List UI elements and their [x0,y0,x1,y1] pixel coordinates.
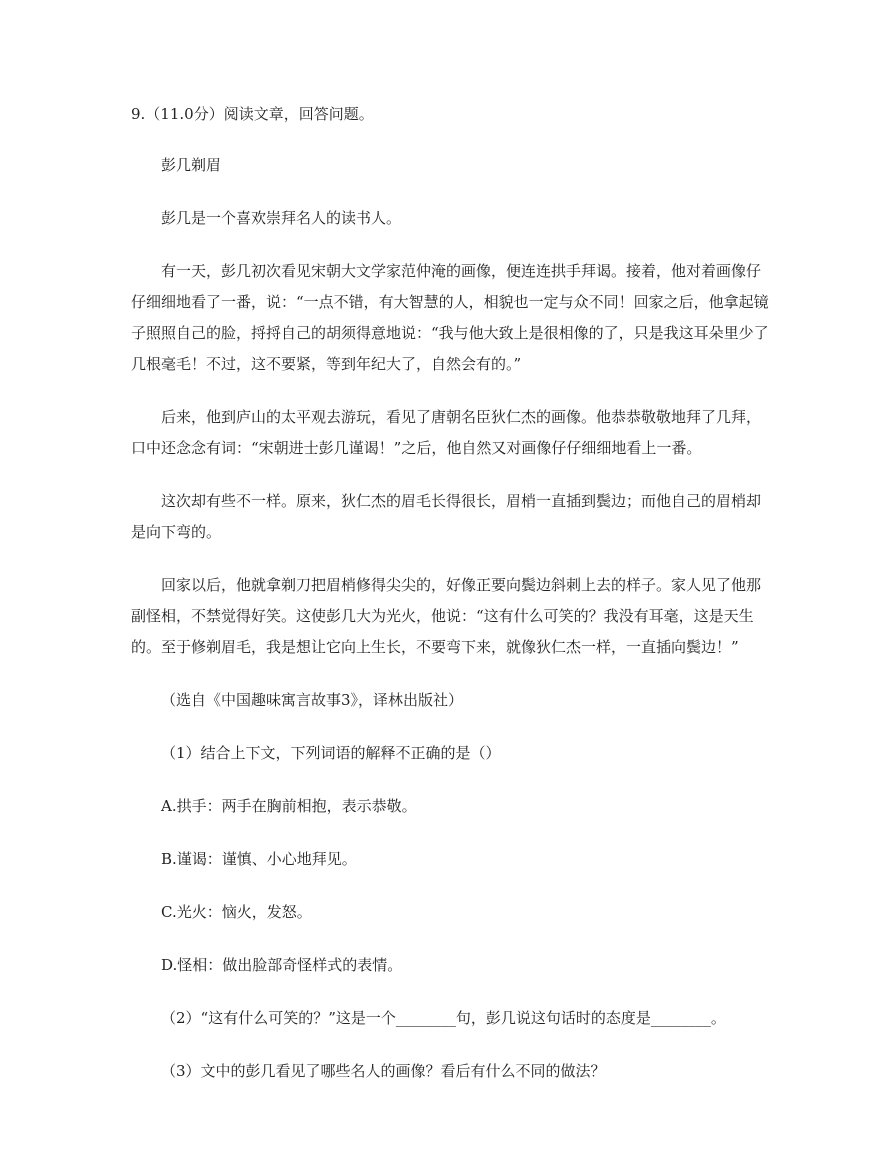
article-title: 彭几剃眉 [161,156,222,174]
article-paragraph: 这次却有些不一样。原来，狄仁杰的眉毛长得很长，眉梢一直插到鬓边；而他自己的眉梢却是向下弯的。 [131,492,762,541]
option-b: B.谨谒：谨慎、小心地拜见。 [161,850,357,868]
question-header: 9.（11.0分）阅读文章，回答问题。 [131,105,374,123]
article-paragraph: 后来，他到庐山的太平观去游玩，看见了唐朝名臣狄仁杰的画像。他恭恭敬敬地拜了几拜，口中还念念有词：“宋朝进士彭几谨谒！”之后，他自然又对画像仔仔细细地看上一番。 [131,408,762,457]
article-paragraph: 彭几是一个喜欢崇拜名人的读书人。 [161,209,402,227]
option-a: A.拱手：两手在胸前相抱，表示恭敬。 [161,797,417,815]
article-paragraph: 有一天，彭几初次看见宋朝大文学家范仲淹的画像，便连连拱手拜谒。接着，他对着画像仔仔细细地看了一番，说：“一点不错，有大智慧的人，相貌也一定与众不同！回家之后，他拿起镜子照照自己的脸，捋捋自己的胡须得意地说：“我与他大致上是很相像的了，只是我这耳朵里少了几根毫毛！不过，这不要紧，等到年纪大了，自然会有的。” [131,262,769,373]
sub-question-3: （3）文中的彭几看见了哪些名人的画像？看后有什么不同的做法？ [161,1062,606,1080]
article-source: （选自《中国趣味寓言故事3》，译林出版社） [161,691,464,709]
sub-question-1: （1）结合上下文，下列词语的解释不正确的是（） [161,744,501,762]
question-block [131,99,771,1087]
option-c: C.光火：恼火，发怒。 [161,903,312,921]
sub-question-2: （2）“这有什么可笑的？”这是一个________句，彭几说这句话时的态度是________。 [161,1009,726,1027]
option-d: D.怪相：做出脸部奇怪样式的表情。 [161,956,403,974]
article-paragraph: 回家以后，他就拿剃刀把眉梢修得尖尖的，好像正要向鬓边斜刺上去的样子。家人见了他那副怪相，不禁觉得好笑。这使彭几大为光火，他说：“这有什么可笑的？我没有耳毫，这是天生的。至于修剃眉毛，我是想让它向上生长，不要弯下来，就像狄仁杰一样，一直插向鬓边！” [131,576,762,656]
